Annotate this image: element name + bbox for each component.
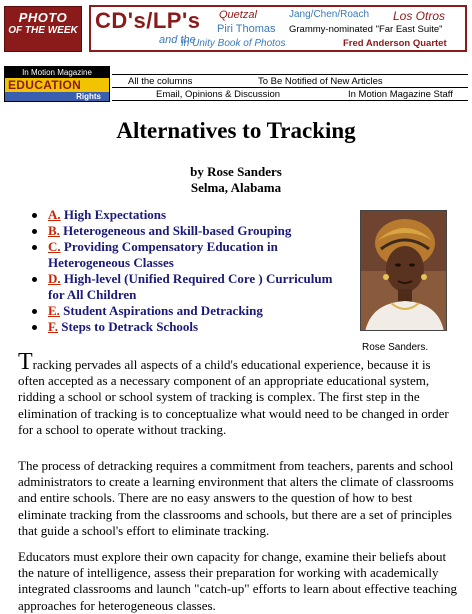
potw-line1: PHOTO — [18, 10, 68, 25]
photo-of-the-week-link[interactable] — [4, 6, 82, 52]
article-title: Alternatives to Tracking — [116, 118, 356, 143]
unity-text: In Unity Book of Photos — [181, 38, 286, 49]
jang-text: Jang/Chen/Roach — [289, 9, 370, 20]
nav-links — [112, 74, 468, 100]
toc-link[interactable]: F. — [48, 319, 58, 334]
toc-link[interactable]: A. — [48, 207, 61, 222]
toc-link[interactable]: C. — [48, 239, 61, 254]
toc-item — [24, 239, 344, 271]
nav-divider — [112, 100, 468, 101]
author-photo — [360, 210, 447, 331]
brand-education: EDUCATION — [5, 78, 109, 92]
portrait-image — [361, 211, 447, 331]
drop-cap: T — [18, 349, 33, 375]
site-nav — [4, 66, 468, 102]
toc-item — [24, 271, 344, 303]
toc-item-text: High Expectations — [63, 207, 167, 222]
toc-item — [24, 319, 344, 335]
author-byline: by Rose Sanders — [190, 164, 282, 179]
grammy-text: Grammy-nominated "Far East Suite" — [289, 24, 443, 35]
brand-magazine: In Motion Magazine — [5, 67, 109, 78]
toc-item — [24, 207, 344, 223]
quetzal-text: Quetzal — [219, 9, 257, 21]
toc-item-text: Heterogeneous and Skill-based Grouping — [63, 223, 292, 238]
los-otros-text: Los Otros — [393, 9, 446, 23]
toc-item-text: Steps to Detrack Schools — [61, 319, 199, 334]
author-location: Selma, Alabama — [190, 180, 282, 195]
education-rights-logo[interactable] — [4, 66, 110, 102]
piri-text: Piri Thomas — [217, 23, 276, 35]
paragraph-2: The process of detracking requires a commitment from teachers, parents and school administrators to create a learning environment that alters the climate of classrooms and entire schools. There are no easy answers to the question of how to best eliminate tracking from the classrooms and schools, but there are a set of principles that guide a school's effort to eliminate tracking. — [18, 458, 454, 538]
toc-item-text: High-level (Unified Required Core ) Curriculum for All Children — [48, 271, 333, 302]
notified-link[interactable]: To Be Notified of New Articles — [258, 76, 383, 87]
toc-item-text: Providing Compensatory Education in Heterogeneous Classes — [48, 239, 278, 270]
toc-link[interactable]: D. — [48, 271, 61, 286]
photo-caption: Rose Sanders. — [362, 342, 429, 353]
potw-line2: OF THE WEEK — [8, 25, 78, 36]
toc-item-text: Student Aspirations and Detracking — [63, 303, 263, 318]
table-of-contents — [24, 207, 344, 335]
nav-divider — [112, 74, 468, 75]
cd-lp-banner-link[interactable] — [89, 5, 467, 52]
toc-link[interactable]: B. — [48, 223, 60, 238]
brand-rights: Rights — [5, 92, 109, 101]
cd-title: CD's/LP's — [95, 8, 201, 33]
toc-link[interactable]: E. — [48, 303, 60, 318]
paragraph-1-text: racking pervades all aspects of a child's educational experience, because it is often accepted as a necessary component of an appropriate educational system, ridding a school or school system of tracking is complex. The first step in the elimination of tracking is to conceptualize what would need to be changed in order for a school to operate without tracking. — [18, 357, 449, 437]
all-columns-link[interactable]: All the columns — [128, 76, 193, 87]
paragraph-1 — [18, 349, 458, 438]
email-opinions-link[interactable]: Email, Opinions & Discussion — [156, 89, 281, 100]
nav-divider — [112, 87, 468, 88]
and-the-text: and the — [159, 34, 196, 46]
top-banner — [0, 0, 472, 56]
staff-link[interactable]: In Motion Magazine Staff — [348, 89, 453, 100]
paragraph-3: Educators must explore their own capacity for change, examine their beliefs about the nature of intelligence, assess their preparation for working with academically integrated classrooms and launch "catch-up" efforts to learn about effective teaching approaches for heterogeneous classes. — [18, 549, 457, 613]
toc-item — [24, 223, 344, 239]
toc-item — [24, 303, 344, 319]
fred-text: Fred Anderson Quartet — [343, 38, 447, 49]
